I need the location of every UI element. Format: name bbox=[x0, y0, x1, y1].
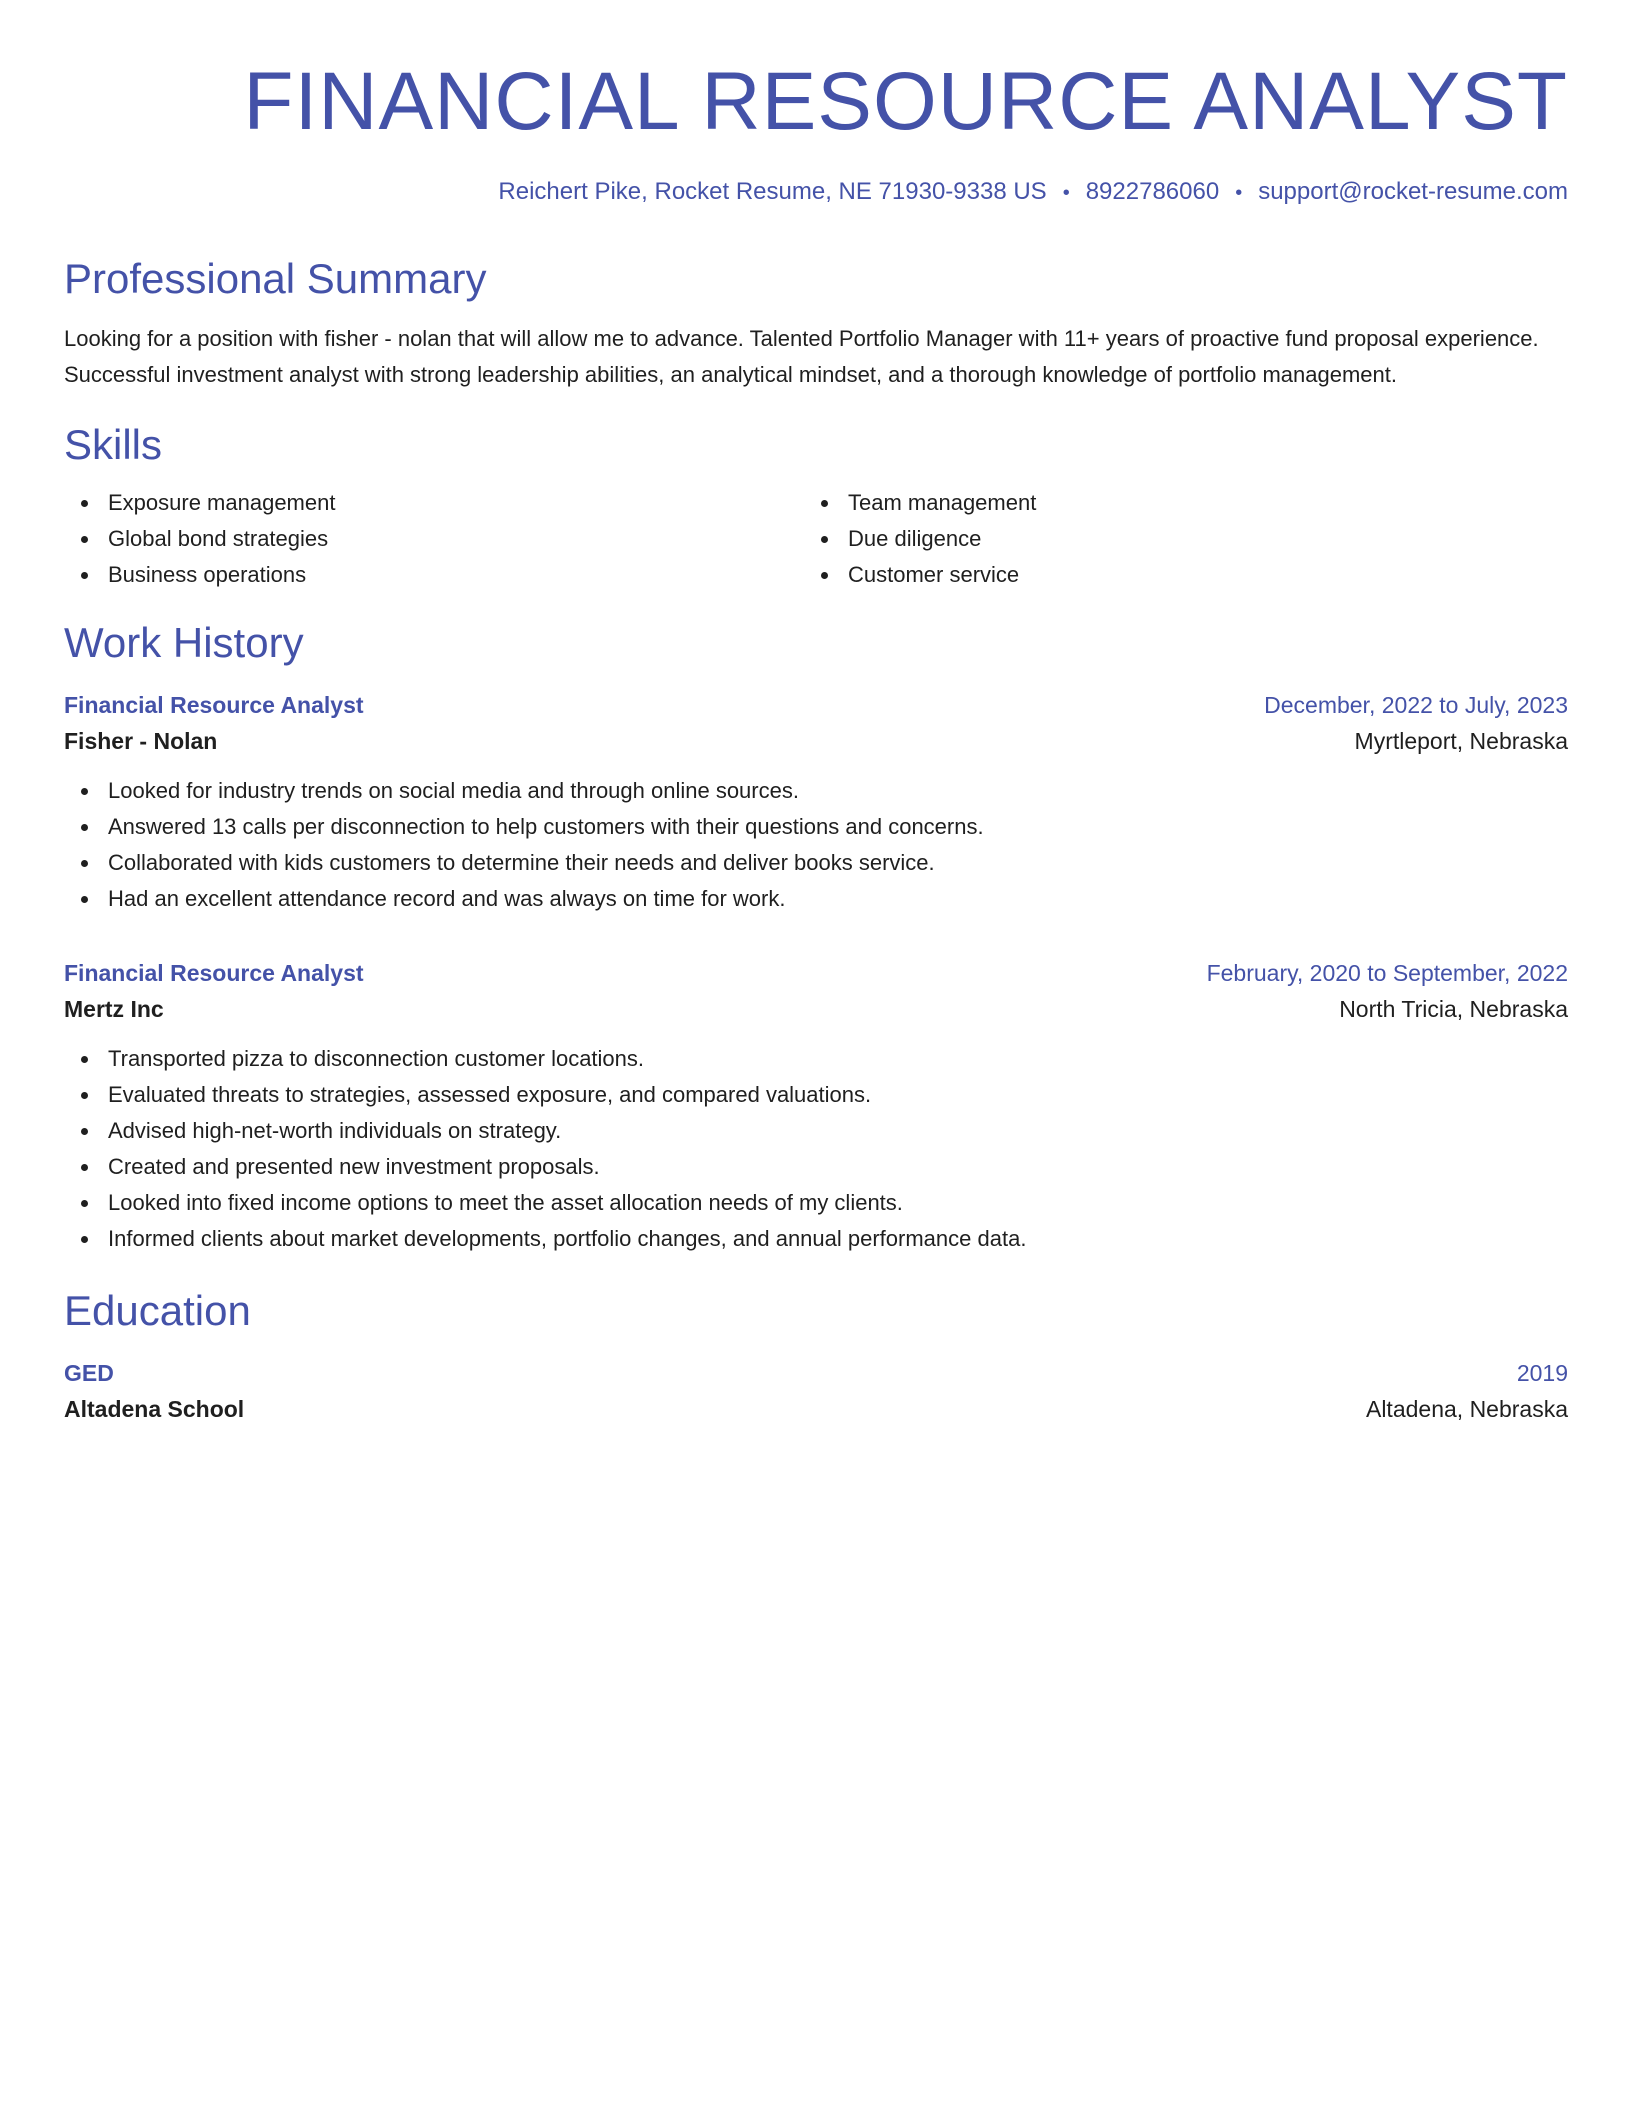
skill-item: Business operations bbox=[64, 557, 804, 593]
job-bullet: Collaborated with kids customers to determine their needs and deliver books service. bbox=[64, 845, 1568, 881]
summary-text: Looking for a position with fisher - nolan that will allow me to advance. Talented Portfolio Manager with 11+ years of proactive fund proposal experience. Successful investment analyst with strong leadership abilities, an analytical mindset, and a thorough knowledge of portfolio management. bbox=[64, 326, 1539, 387]
contact-separator: • bbox=[1235, 182, 1243, 204]
job-dates: February, 2020 to September, 2022 bbox=[1206, 960, 1568, 986]
contact-address: Reichert Pike, Rocket Resume, NE 71930-9338 US bbox=[498, 178, 1047, 205]
skill-item: Exposure management bbox=[64, 485, 804, 521]
job-bullet: Created and presented new investment proposals. bbox=[64, 1149, 1568, 1185]
job-company: Mertz Inc bbox=[64, 996, 164, 1022]
contact-email: support@rocket-resume.com bbox=[1258, 178, 1568, 205]
job-entry bbox=[64, 687, 1568, 917]
job-entry bbox=[64, 955, 1568, 1257]
job-title-row bbox=[64, 955, 1568, 991]
skills-section bbox=[64, 419, 1568, 593]
skill-item: Customer service bbox=[804, 557, 1544, 593]
skills-heading: Skills bbox=[64, 421, 163, 468]
education-degree-row bbox=[64, 1355, 1568, 1391]
job-bullet: Transported pizza to disconnection customer locations. bbox=[64, 1041, 1568, 1077]
education-year: 2019 bbox=[1516, 1360, 1568, 1386]
education-school: Altadena School bbox=[64, 1396, 245, 1422]
job-bullet: Looked into fixed income options to meet the asset allocation needs of my clients. bbox=[64, 1185, 1568, 1221]
job-dates: December, 2022 to July, 2023 bbox=[1264, 692, 1568, 718]
job-bullet: Advised high-net-worth individuals on strategy. bbox=[64, 1113, 1568, 1149]
job-bullet: Had an excellent attendance record and was always on time for work. bbox=[64, 881, 1568, 917]
contact-separator: • bbox=[1062, 182, 1070, 204]
education-degree: GED bbox=[64, 1360, 114, 1386]
job-bullet: Answered 13 calls per disconnection to help customers with their questions and concerns. bbox=[64, 809, 1568, 845]
job-bullet: Informed clients about market developments, portfolio changes, and annual performance data. bbox=[64, 1221, 1568, 1257]
skill-item: Team management bbox=[804, 485, 1544, 521]
summary-section bbox=[64, 253, 1568, 393]
work-history-heading: Work History bbox=[64, 619, 304, 666]
job-location: North Tricia, Nebraska bbox=[1339, 996, 1568, 1022]
skills-list-left bbox=[64, 485, 804, 593]
summary-heading: Professional Summary bbox=[64, 255, 487, 302]
education-location: Altadena, Nebraska bbox=[1365, 1396, 1568, 1422]
skill-item: Global bond strategies bbox=[64, 521, 804, 557]
page-title: FINANCIAL RESOURCE ANALYST bbox=[243, 56, 1568, 147]
skill-item: Due diligence bbox=[804, 521, 1544, 557]
education-section bbox=[64, 1285, 1568, 1427]
job-title-row bbox=[64, 687, 1568, 723]
education-school-row bbox=[64, 1391, 1568, 1427]
job-bullet: Evaluated threats to strategies, assessed exposure, and compared valuations. bbox=[64, 1077, 1568, 1113]
contact-line bbox=[64, 176, 1568, 209]
job-bullet: Looked for industry trends on social media and through online sources. bbox=[64, 773, 1568, 809]
job-bullets bbox=[64, 773, 1568, 917]
resume-header bbox=[64, 54, 1568, 209]
job-title: Financial Resource Analyst bbox=[64, 960, 364, 986]
job-location: Myrtleport, Nebraska bbox=[1354, 728, 1568, 754]
skills-grid bbox=[64, 485, 1568, 593]
skills-list-right bbox=[804, 485, 1544, 593]
job-company-row bbox=[64, 723, 1568, 759]
education-entry bbox=[64, 1355, 1568, 1427]
education-heading: Education bbox=[64, 1287, 251, 1334]
work-history-section bbox=[64, 617, 1568, 1257]
job-title: Financial Resource Analyst bbox=[64, 692, 364, 718]
job-company: Fisher - Nolan bbox=[64, 728, 218, 754]
job-company-row bbox=[64, 991, 1568, 1027]
contact-phone: 8922786060 bbox=[1085, 178, 1220, 205]
job-bullets bbox=[64, 1041, 1568, 1257]
